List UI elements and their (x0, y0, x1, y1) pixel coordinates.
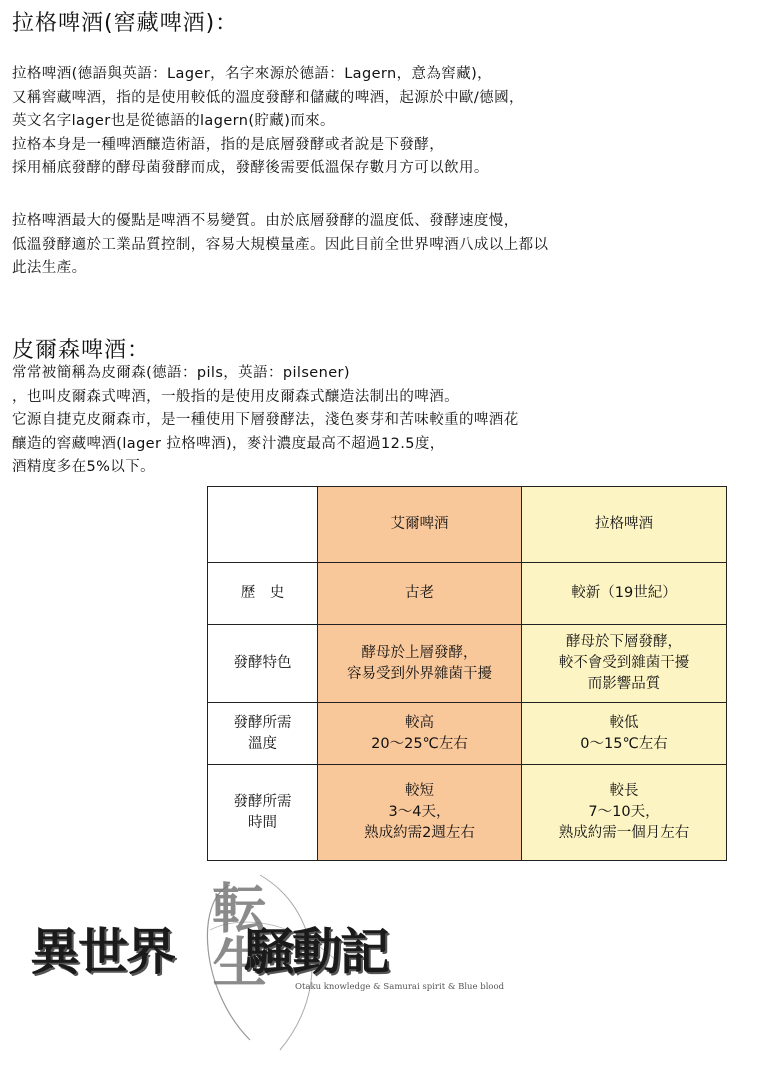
logo-title-right: 騒動記 (244, 923, 388, 981)
logo-subtitle: Otaku knowledge & Samurai spirit & Blue blood (295, 982, 505, 992)
text-line: 常常被簡稱為皮爾森(德語：pils，英語：pilsener) (12, 365, 350, 381)
lager-advantage-paragraph (12, 210, 752, 281)
logo-title-left: 異世界 (30, 923, 174, 981)
cell-lager-temperature: 較低 0～15℃左右 (522, 703, 727, 765)
pilsner-section-title: 皮爾森啤酒： (12, 338, 151, 363)
table-row-fermentation (208, 625, 727, 703)
header-ale: 艾爾啤酒 (318, 487, 522, 563)
cell-ale-temperature: 較高 20～25℃左右 (318, 703, 522, 765)
text-line: 酒精度多在5%以下。 (12, 459, 156, 475)
table-corner-cell (208, 487, 318, 563)
row-label-time: 發酵所需 時間 (208, 765, 318, 861)
table-row-time (208, 765, 727, 861)
cell-lager-fermentation: 酵母於下層發酵， 較不會受到雜菌干擾 而影響品質 (522, 625, 727, 703)
row-label-fermentation: 發酵特色 (208, 625, 318, 703)
text-line: 拉格本身是一種啤酒釀造術語，指的是底層發酵或者說是下發酵， (12, 136, 445, 153)
table-row-history (208, 563, 727, 625)
header-lager: 拉格啤酒 (522, 487, 727, 563)
text-line: 拉格啤酒(德語與英語：Lager，名字來源於德語：Lagern，意為窖藏)， (12, 66, 493, 82)
cell-ale-fermentation: 酵母於上層發酵， 容易受到外界雜菌干擾 (318, 625, 522, 703)
beer-comparison-table (207, 486, 727, 861)
text-line: 釀造的窖藏啤酒(lager 拉格啤酒)，麥汁濃度最高不超過12.5度， (12, 435, 445, 452)
row-label-temperature: 發酵所需 溫度 (208, 703, 318, 765)
text-line: 英文名字lager也是從德語的lagern(貯藏)而來。 (12, 113, 335, 129)
text-line: 它源自捷克皮爾森市，是一種使用下層發酵法，淺色麥芽和苦味較重的啤酒花 (12, 412, 519, 428)
cell-lager-time: 較長 7～10天， 熟成約需一個月左右 (522, 765, 727, 861)
logo-title (30, 912, 388, 984)
lager-section-title: 拉格啤酒(窖藏啤酒)： (12, 11, 239, 36)
logo-overlay-text: 転生 (204, 880, 268, 988)
text-line: 低溫發酵適於工業品質控制，容易大規模量產。因此目前全世界啤酒八成以上都以 (12, 236, 549, 253)
text-line: 又稱窖藏啤酒，指的是使用較低的溫度發酵和儲藏的啤酒，起源於中歐/德國， (12, 89, 524, 106)
cell-ale-time: 較短 3～4天， 熟成約需2週左右 (318, 765, 522, 861)
row-label-history: 歷 史 (208, 563, 318, 625)
series-logo (30, 870, 505, 1060)
text-line: ，也叫皮爾森式啤酒，一般指的是使用皮爾森式釀造法制出的啤酒。 (12, 388, 459, 405)
table-row-temperature (208, 703, 727, 765)
text-line: 此法生產。 (12, 260, 87, 276)
table-header-row (208, 487, 727, 563)
text-line: 採用桶底發酵的酵母菌發酵而成，發酵後需要低溫保存數月方可以飲用。 (12, 160, 489, 176)
cell-lager-history: 較新（19世紀） (522, 563, 727, 625)
text-line: 拉格啤酒最大的優點是啤酒不易變質。由於底層發酵的溫度低、發酵速度慢， (12, 213, 519, 229)
pilsner-paragraph (12, 362, 752, 480)
lager-intro-paragraph (12, 63, 752, 181)
cell-ale-history: 古老 (318, 563, 522, 625)
